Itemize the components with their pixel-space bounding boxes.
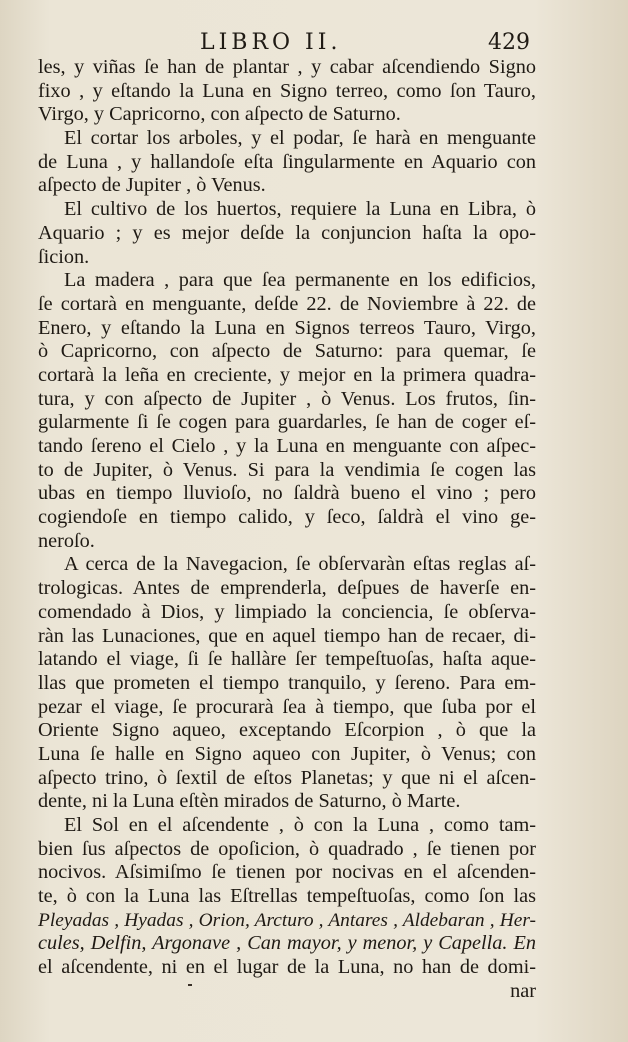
text-line: cogiendoſe en tiempo calido, y ſeco, ſaldrà el vino ge-: [38, 506, 536, 529]
text-line: ſicion.: [38, 245, 90, 268]
text-line: cortarà la leña en creciente, y mejor en la primera quadra-: [38, 363, 536, 386]
text-line: llas que prometen el tiempo tranquilo, y ſereno. Para em-: [38, 671, 536, 694]
text-line: latando el viage, ſi ſe hallàre ſer tempeſtuoſas, haſta aque-: [38, 648, 536, 671]
text-line: El Sol en el aſcendente , ò con la Luna , como tam-: [64, 814, 536, 836]
text-line: neroſo.: [38, 529, 95, 552]
text-line: El cortar los arboles, y el podar, ſe harà en menguante: [64, 127, 536, 150]
text-line: to de Jupiter, ò Venus. Si para la vendimia ſe cogen las: [38, 458, 536, 481]
text-line: gularmente ſi ſe cogen para guardarles, ſe han de coger eſ-: [38, 411, 536, 434]
body-text: [38, 56, 536, 1004]
text-line: La madera , para que ſea permanente en los edificios,: [64, 269, 536, 292]
ink-mark: [188, 984, 192, 986]
page-number: 429: [488, 30, 530, 55]
text-line: el aſcendente, ni en el lugar de la Luna, no han de domi-: [38, 956, 536, 979]
running-title: LIBRO II.: [200, 30, 342, 55]
text-line: A cerca de la Navegacion, ſe obſervaràn eſtas reglas aſ-: [64, 553, 536, 576]
text-line: El cultivo de los huertos, requiere la Luna en Libra, ò: [64, 198, 536, 221]
text-line: aſpecto trino, ò ſextil de eſtos Planetas; y que ni el aſcen-: [38, 766, 536, 789]
text-line: bien ſus aſpectos de opoſicion, ò quadrado , ſe tienen por: [38, 837, 536, 860]
catchword: nar: [510, 979, 536, 1002]
text-line: tando ſereno el Cielo , y la Luna en menguante con aſpec-: [38, 435, 536, 457]
text-line: Luna ſe halle en Signo aqueo con Jupiter, ò Venus; con: [38, 742, 536, 765]
text-line: Enero, y eſtando la Luna en Signos terreos Tauro, Virgo,: [38, 316, 536, 339]
text-line: te, ò con la Luna las Eſtrellas tempeſtuoſas, como ſon las: [38, 885, 536, 908]
text-line: ſe cortarà en menguante, deſde 22. de Noviembre à 22. de: [38, 292, 536, 315]
text-line: ò Capricorno, con aſpecto de Saturno: para quemar, ſe: [38, 340, 536, 363]
text-line: fixo , y eſtando la Luna en Signo terreo, como ſon Tauro,: [38, 79, 536, 102]
text-line: Aquario ; y es mejor deſde la conjuncion haſta la opo-: [38, 221, 536, 244]
text-line: comendado à Dios, y limpiado la conciencia, ſe obſerva-: [38, 600, 536, 623]
text-line: tura, y con aſpecto de Jupiter , ò Venus. Los frutos, ſin-: [38, 387, 536, 410]
text-line: nocivos. Aſsimiſmo ſe tienen por nocivas en el aſcenden-: [38, 861, 536, 884]
text-line: Virgo, y Capricorno, con aſpecto de Saturno.: [38, 103, 401, 126]
text-line: ràn las Lunaciones, que en aquel tiempo han de recaer, di-: [38, 624, 536, 647]
text-line: Oriente Signo aqueo, exceptando Eſcorpion , ò que la: [38, 719, 536, 742]
text-line: Pleyadas , Hyadas , Orion, Arcturo , Antares , Aldebaran , Her-: [38, 909, 536, 931]
text-line: cules, Delfin, Argonave , Can mayor, y menor, y Capella. En: [38, 932, 536, 955]
text-line: de Luna , y hallandoſe eſta ſingularmente en Aquario con: [38, 150, 536, 173]
text-line: pezar el viage, ſe procurarà ſea à tiempo, que ſuba por el: [38, 695, 536, 718]
text-line: trologicas. Antes de emprenderla, deſpues de haverſe en-: [38, 577, 536, 600]
text-line: aſpecto de Jupiter , ò Venus.: [38, 174, 266, 197]
text-line: dente, ni la Luna eſtèn mirados de Saturno, ò Marte.: [38, 790, 461, 813]
text-line: les, y viñas ſe han de plantar , y cabar aſcendiendo Signo: [38, 56, 536, 78]
text-line: ubas en tiempo lluvioſo, no ſaldrà bueno el vino ; pero: [38, 482, 536, 505]
